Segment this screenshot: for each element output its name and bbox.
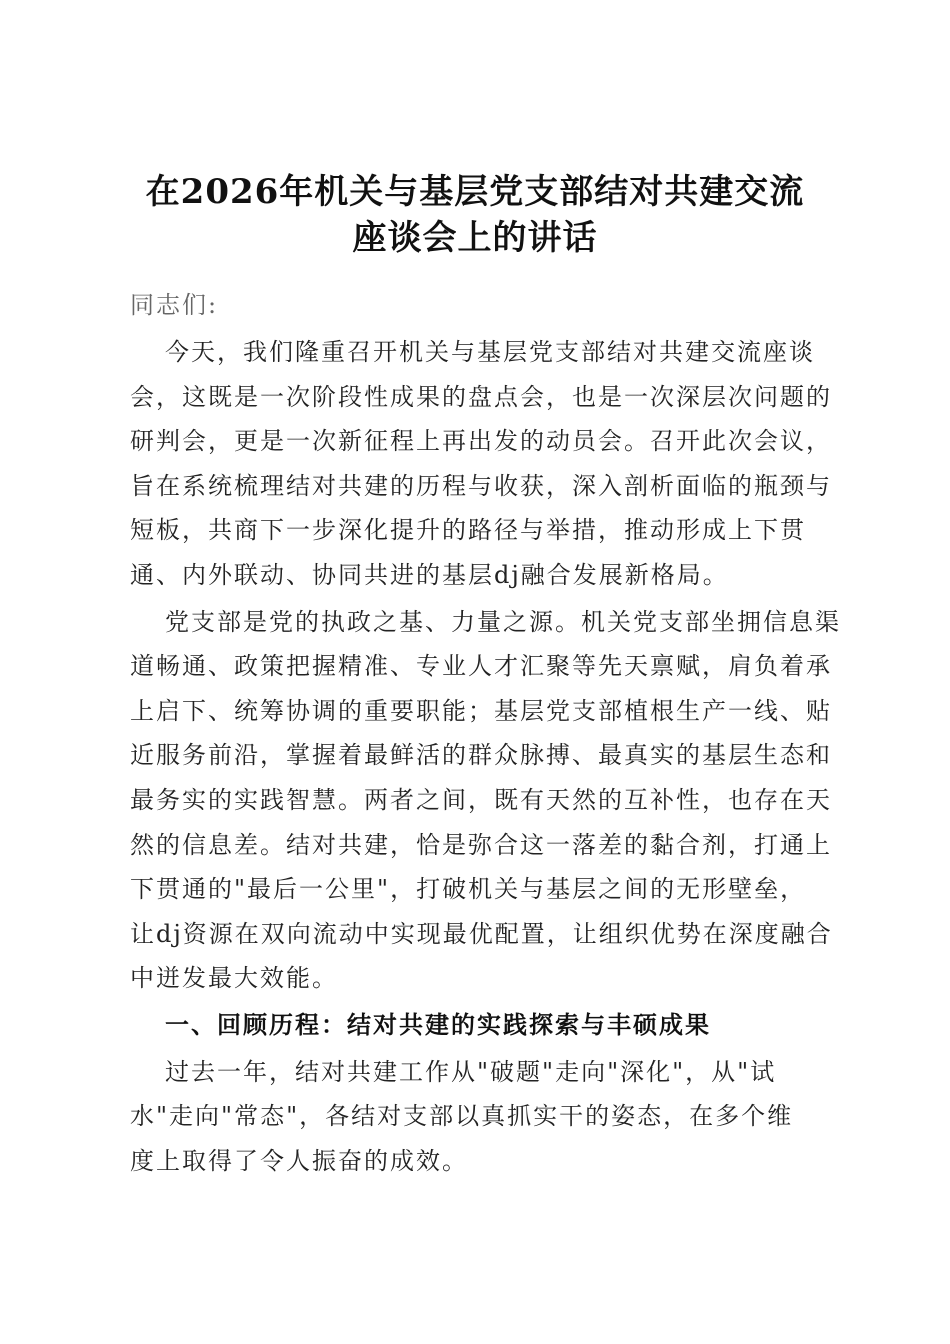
paragraph-line: 下贯通的"最后一公里"，打破机关与基层之间的无形壁垒， [130, 875, 807, 903]
paragraph-line: 研判会，更是一次新征程上再出发的动员会。召开此次会议， [130, 427, 832, 455]
paragraph-line: 中迸发最大效能。 [130, 964, 338, 992]
document-title-line-2: 座谈会上的讲话 [352, 218, 598, 258]
paragraph-line: 度上取得了令人振奋的成效。 [130, 1147, 468, 1175]
salutation: 同志们: [130, 291, 219, 319]
paragraph-line: 最务实的实践智慧。两者之间，既有天然的互补性，也存在天 [130, 786, 832, 814]
paragraph-line: 水"走向"常态"，各结对支部以真抓实干的姿态，在多个维 [130, 1102, 794, 1130]
paragraph-line: 会，这既是一次阶段性成果的盘点会，也是一次深层次问题的 [130, 383, 832, 411]
paragraph-line: 今天，我们隆重召开机关与基层党支部结对共建交流座谈 [165, 338, 815, 366]
document-title-line-1: 在2026年机关与基层党支部结对共建交流 [145, 172, 805, 212]
paragraph-line: 短板，共商下一步深化提升的路径与举措，推动形成上下贯 [130, 516, 806, 544]
paragraph-line: 让dj资源在双向流动中实现最优配置，让组织优势在深度融合 [130, 920, 833, 948]
paragraph-line: 近服务前沿，掌握着最鲜活的群众脉搏、最真实的基层生态和 [130, 741, 832, 769]
paragraph-line: 道畅通、政策把握精准、专业人才汇聚等先天禀赋，肩负着承 [130, 652, 832, 680]
paragraph-line: 通、内外联动、协同共进的基层dj融合发展新格局。 [130, 561, 729, 589]
paragraph-line: 上启下、统筹协调的重要职能；基层党支部植根生产一线、贴 [130, 697, 832, 725]
paragraph-line: 然的信息差。结对共建，恰是弥合这一落差的黏合剂，打通上 [130, 831, 832, 859]
paragraph-line: 党支部是党的执政之基、力量之源。机关党支部坐拥信息渠 [165, 608, 841, 636]
paragraph-line: 旨在系统梳理结对共建的历程与收获，深入剖析面临的瓶颈与 [130, 472, 832, 500]
section-heading: 一、回顾历程：结对共建的实践探索与丰硕成果 [165, 1010, 711, 1039]
paragraph-line: 过去一年，结对共建工作从"破题"走向"深化"，从"试 [165, 1058, 777, 1086]
